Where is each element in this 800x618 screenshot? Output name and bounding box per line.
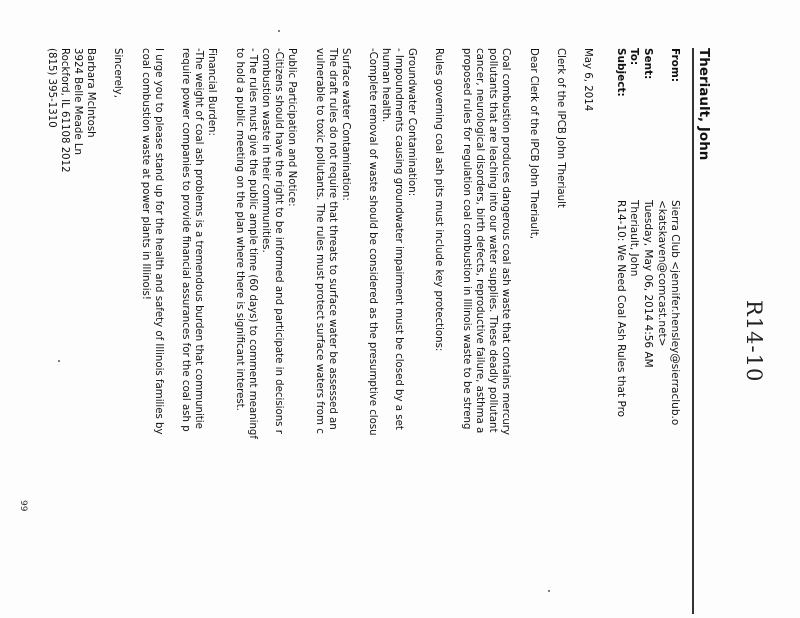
financial-line: -The weight of coal ash problems is a tremendous burden that communitie: [193, 48, 204, 429]
to-value: Theriault, John: [628, 200, 640, 277]
scan-speck: [548, 590, 550, 592]
participation-line: to hold a public meeting on the plan where there is significant interest.: [234, 48, 245, 411]
financial-line: require power companies to provide financial assurances for the coal ash p: [180, 48, 191, 432]
addressee: Clerk of the IPCB John Theriault: [555, 48, 566, 208]
closing-line: coal combustion waste at power plants in Illinois!: [140, 48, 151, 300]
signature-phone: (815) 395-1310: [46, 48, 57, 128]
signature-street: 3924 Belle Meade Ln: [72, 48, 83, 155]
letter-date: May 6, 2014: [582, 48, 593, 112]
intro-line: pollutants that are leaching into our water supplies. These deadly pollutant: [487, 48, 498, 433]
participation-heading: Public Participation and Notice:: [286, 48, 297, 207]
surface-line: The draft rules do not require that threats to surface water be assessed an: [327, 48, 338, 430]
participation-line: combustion waste in their communities.: [260, 48, 271, 253]
header-rule: [692, 48, 694, 614]
from-label: From:: [669, 48, 681, 83]
groundwater-heading: Groundwater Contamination:: [406, 48, 417, 197]
participation-line: - The rules must give the public ample time (60 days) to comment meaningf: [247, 48, 258, 439]
groundwater-line: -Complete removal of waste should be considered as the presumptive closu: [367, 48, 378, 436]
scan-speck: [278, 30, 280, 32]
intro-line: Coal combustion produces dangerous coal ash waste that contains mercury: [500, 48, 511, 435]
subject-label: Subject:: [615, 48, 627, 97]
page-number: 99: [18, 500, 28, 512]
intro-line: proposed rules for regulation coal combustion in Illinois waste to be streng: [461, 48, 472, 430]
surface-line: vulnerable to toxic pollutants. The rules must protect surface waters from c: [314, 48, 325, 434]
salutation: Dear Clerk of the IPCB John Theriault,: [528, 48, 539, 239]
scan-speck: [58, 360, 60, 362]
intro-line: cancer, neurological disorders, birth defects, reproductive failure, asthma a: [474, 48, 485, 434]
sent-label: Sent:: [642, 48, 654, 80]
signoff: Sincerely,: [112, 48, 123, 98]
groundwater-line: - Impoundments causing groundwater impairment must be closed by a set: [393, 48, 404, 430]
surface-heading: Surface water Contamination:: [340, 48, 351, 201]
sender-name: Theriault, John: [696, 48, 712, 161]
rules-intro: Rules governing coal ash pits must include key protections:: [433, 48, 444, 352]
document-id: R14-10: [742, 300, 766, 383]
financial-heading: Financial Burden:: [206, 48, 217, 136]
signature-city: Rockford, IL 61108 2012: [59, 48, 70, 173]
closing-line: I urge you to please stand up for the health and safety of Illinois families by: [153, 48, 164, 435]
groundwater-line: human health.: [380, 48, 391, 123]
to-label: To:: [628, 48, 640, 66]
subject-value: R14-10: We Need Coal Ash Rules that Pro: [615, 200, 627, 418]
signature-name: Barbara McIntosh: [85, 48, 96, 138]
from-value: Sierra Club <jennifer.hensley@sierraclub.o: [669, 200, 681, 426]
from-value-cont: <katskaven@comcast.net>: [656, 200, 668, 347]
participation-line: -Citizens should have the right to be informed and participate in decisions r: [273, 48, 284, 434]
sent-value: Tuesday, May 06, 2014 4:56 AM: [642, 200, 654, 368]
